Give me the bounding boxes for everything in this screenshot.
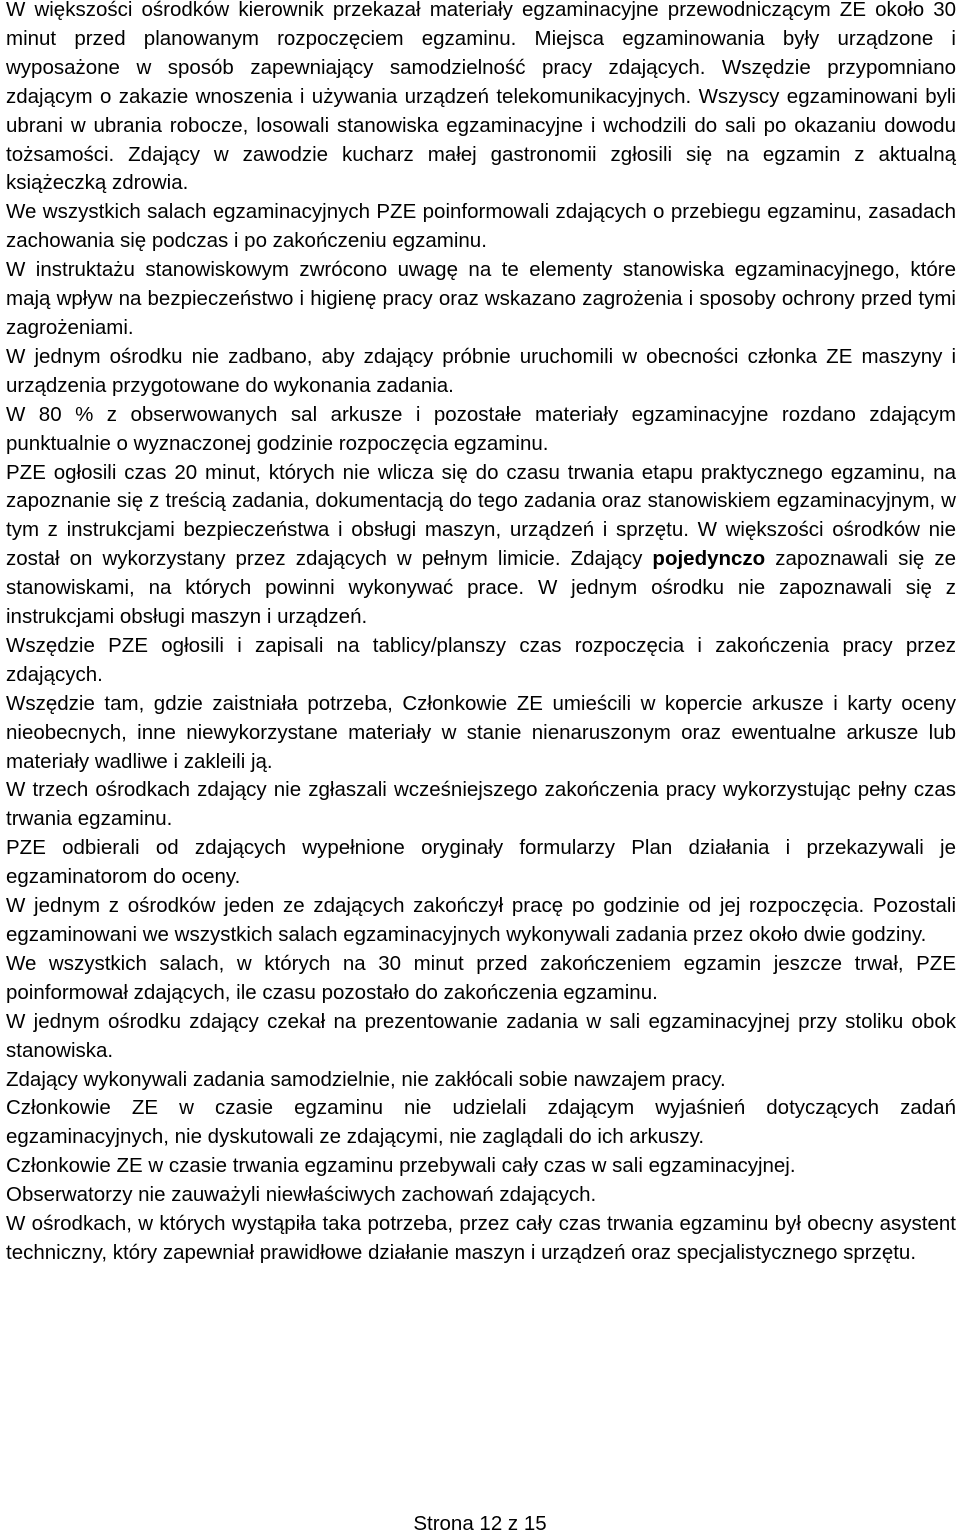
paragraph-text: zapoznawali się ze stanowiskami, na których powinni wykonywać prace. W jednym ośrodku nie zapoznawali się z instrukcjami obsługi maszyn i urządzeń. bbox=[6, 547, 957, 629]
paragraph: W jednym ośrodku zdający czekał na prezentowanie zadania w sali egzaminacyjnej przy stoliku obok stanowiska. bbox=[6, 1009, 956, 1062]
paragraph-text: PZE ogłosili czas 20 minut, których nie wlicza się do czasu trwania etapu praktycznego egzaminu, na zapoznanie się z treścią zadania, dokumentacją do tego zadania oraz stanowiskiem egzaminacyjnym, w tym z instrukcjami bezpieczeństwa i obsługi maszyn, urządzeń i sprzętu. W większości ośrodków nie został on wykorzystany przez zdających w pełnym limicie. Zdający bbox=[6, 460, 956, 571]
paragraph: W jednym z ośrodków jeden ze zdających zakończył pracę po godzinie od jej rozpoczęcia. Pozostali egzaminowani we wszystkich salach egzaminacyjnych wykonywali zadania przez około dwie godziny. bbox=[6, 894, 956, 946]
paragraph: W ośrodkach, w których wystąpiła taka potrzeba, przez cały czas trwania egzaminu był obecny asystent techniczny, który zapewniał prawidłowe działanie maszyn i urządzeń oraz specjalistycznego sprzętu. bbox=[6, 1212, 956, 1264]
paragraph: W 80 % z obserwowanych sal arkusze i pozostałe materiały egzaminacyjne rozdano zdającym punktualnie o wyznaczonej godzinie rozpoczęcia egzaminu. bbox=[6, 402, 956, 455]
paragraph: W większości ośrodków kierownik przekazał materiały egzaminacyjne przewodniczącym ZE około 30 minut przed planowanym rozpoczęciem egzaminu. Miejsca egzaminowania były urządzone i wyposażone w sposób zapewniający samodzielność pracy zdających. Wszędzie przypomniano zdającym o zakazie wnoszenia i używania urządzeń telekomunikacyjnych. Wszyscy egzaminowani byli ubrani w ubrania robocze, losowali stanowiska egzaminacyjne i wchodzili do sali po okazaniu dowodu tożsamości. Zdający w zawodzie kucharz małej gastronomii zgłosili się na egzamin z aktualną książeczką zdrowia. bbox=[6, 0, 956, 195]
paragraph: PZE odbierali od zdających wypełnione oryginały formularzy Plan działania i przekazywali je egzaminatorom do oceny. bbox=[6, 836, 956, 889]
paragraph: W trzech ośrodkach zdający nie zgłaszali wcześniejszego zakończenia pracy wykorzystując pełny czas trwania egzaminu. bbox=[6, 778, 956, 831]
emphasis-text: pojedynczo bbox=[652, 547, 766, 571]
paragraph: Członkowie ZE w czasie trwania egzaminu przebywali cały czas w sali egzaminacyjnej. bbox=[6, 1154, 796, 1178]
paragraph: W instruktażu stanowiskowym zwrócono uwagę na te elementy stanowiska egzaminacyjnego, które mają wpływ na bezpieczeństwo i higienę pracy oraz wskazano zagrożenia i sposoby ochrony przed tymi zagrożeniami. bbox=[6, 258, 956, 339]
paragraph: We wszystkich salach egzaminacyjnych PZE poinformowali zdających o przebiegu egzaminu, zasadach zachowania się podczas i po zakończeniu egzaminu. bbox=[6, 200, 956, 253]
paragraph bbox=[6, 459, 956, 632]
paragraph: Wszędzie PZE ogłosili i zapisali na tablicy/planszy czas rozpoczęcia i zakończenia pracy przez zdających. bbox=[6, 633, 956, 686]
page-number: Strona 12 z 15 bbox=[413, 1512, 547, 1535]
paragraph: Wszędzie tam, gdzie zaistniała potrzeba, Członkowie ZE umieścili w kopercie arkusze i karty oceny nieobecnych, inne niewykorzystane materiały w stanie nienaruszonym oraz ewentualne arkusze lub materiały wadliwe i zakleili ją. bbox=[6, 691, 956, 773]
paragraph: Obserwatorzy nie zauważyli niewłaściwych zachowań zdających. bbox=[6, 1183, 597, 1207]
paragraph: W jednym ośrodku nie zadbano, aby zdający próbnie uruchomili w obecności członka ZE maszyny i urządzenia przygotowane do wykonania zadania. bbox=[6, 344, 956, 397]
document-body bbox=[6, 0, 956, 1268]
paragraph: We wszystkich salach, w których na 30 minut przed zakończeniem egzamin jeszcze trwał, PZE poinformował zdających, ile czasu pozostało do zakończenia egzaminu. bbox=[6, 951, 956, 1004]
paragraph: Członkowie ZE w czasie egzaminu nie udzielali zdającym wyjaśnień dotyczących zadań egzaminacyjnych, nie dyskutowali ze zdającymi, nie zaglądali do ich arkuszy. bbox=[6, 1096, 956, 1149]
paragraph: Zdający wykonywali zadania samodzielnie, nie zakłócali sobie nawzajem pracy. bbox=[6, 1067, 726, 1091]
